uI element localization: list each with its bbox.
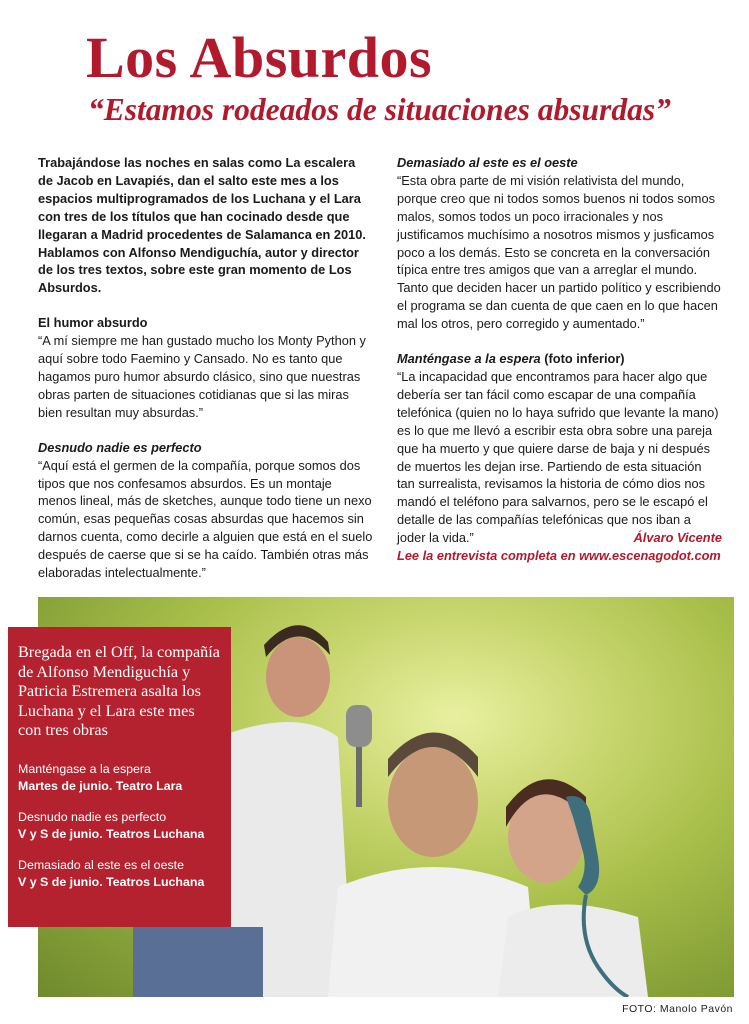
article-intro: Trabajándose las noches en salas como La escalera de Jacob en Lavapiés, dan el salto este mes a los espacios multiprogramados de los Luchana y el Lara con tres de los títulos que han cocinado desde que llegaran a Madrid procedentes de Salamanca en 2010. Hablamos con Alfonso Mendiguchía, autor y director de los tres textos, sobre este gran momento de Los Absurdos. — [38, 155, 366, 296]
section-heading: Desnudo nadie es perfecto — [38, 439, 202, 455]
section-heading-suffix: (foto inferior) — [540, 351, 625, 367]
section-mantengase — [397, 350, 722, 565]
show-listing — [18, 761, 221, 795]
show-schedule: V y S de junio. Teatros Luchana — [18, 874, 205, 889]
section-heading: El humor absurdo — [38, 315, 148, 331]
left-column — [38, 154, 373, 582]
section-body: “Aquí está el germen de la compañía, porque somos dos tipos que nos confesamos absurdos. Es un montaje menos lineal, más de sketches, aunque todo tiene un nexo común, esas pequeñas cosas absurdas que hacemos sin darnos cuenta, como decirle a alguien que está en el suelo después de caerse que si se ha caído. También otras más elaboradas intelectualmente.” — [38, 457, 373, 581]
show-listing — [18, 809, 221, 843]
section-heading — [397, 350, 722, 368]
author-byline: Álvaro Vicente — [633, 530, 722, 546]
read-more-link[interactable]: Lee la entrevista completa en www.escenagodot.com — [397, 548, 721, 564]
actor-shirt-right — [498, 905, 648, 998]
show-listing — [18, 857, 221, 891]
section-demasiado — [397, 154, 722, 333]
section-heading: Demasiado al este es el oeste — [397, 155, 578, 170]
microphone-icon — [346, 705, 372, 747]
actor-head-center — [388, 747, 478, 857]
section-humor — [38, 314, 373, 421]
section-body: “Esta obra parte de mi visión relativista del mundo, porque creo que ni todos somos buenos ni todos somos malos, somos todos un poco irracionales y nos justificamos muchísimo a nosotros mismos y jusficamos poco a los demás. Esto se concreta en la conversación típica entre tres amigos que van a arreglar el mundo. Tanto que deciden hacer un partido político y escribiendo el programa se dan cuenta de que caen en lo que hacen mal los otros, pero corregido y aumentado.” — [397, 172, 721, 332]
article-title: Los Absurdos — [86, 25, 433, 90]
show-name: Demasiado al este es el oeste — [18, 857, 184, 872]
actor-head-left — [266, 637, 330, 717]
section-desnudo — [38, 439, 373, 582]
show-schedule: Martes de junio. Teatro Lara — [18, 778, 183, 793]
callout-box — [8, 627, 231, 927]
article-subtitle: “Estamos rodeados de situaciones absurdas” — [88, 92, 671, 127]
right-column — [397, 154, 722, 565]
photo-credit: FOTO: Manolo Pavón — [622, 1003, 733, 1015]
callout-text: Bregada en el Off, la compañía de Alfonso Mendiguchía y Patricia Estremera asalta los Luchana y el Lara este mes con tres obras — [18, 643, 220, 740]
section-body: “La incapacidad que encontramos para hacer algo que debería ser tan fácil como escapar de una compañía telefónica (quien no lo haya sufrido que levante la mano) es lo que me llevó a escribir esta obra sobre una pareja que ha muerto y que quiere darse de baja y ni después de muertos les dejan irse. Partiendo de esta situación tan surrealista, revisamos la historia de cómo dios nos mandó el teléfono para salvarnos, pero se le escapó el detalle de las compañías telefónicas que nos iban a joder la vida.” — [397, 368, 719, 546]
show-name: Manténgase a la espera — [18, 761, 151, 776]
section-body: “A mí siempre me han gustado mucho los Monty Python y aquí sobre todo Faemino y Cansado. No es tanto que hagamos puro humor absurdo clásico, sino que nuestras obras parten de situaciones cotidianas que si las miras bien resultan muy absurdas.” — [38, 333, 366, 420]
section-heading-title: Manténgase a la espera — [397, 351, 541, 367]
show-schedule: V y S de junio. Teatros Luchana — [18, 826, 205, 841]
show-name: Desnudo nadie es perfecto — [18, 809, 167, 824]
